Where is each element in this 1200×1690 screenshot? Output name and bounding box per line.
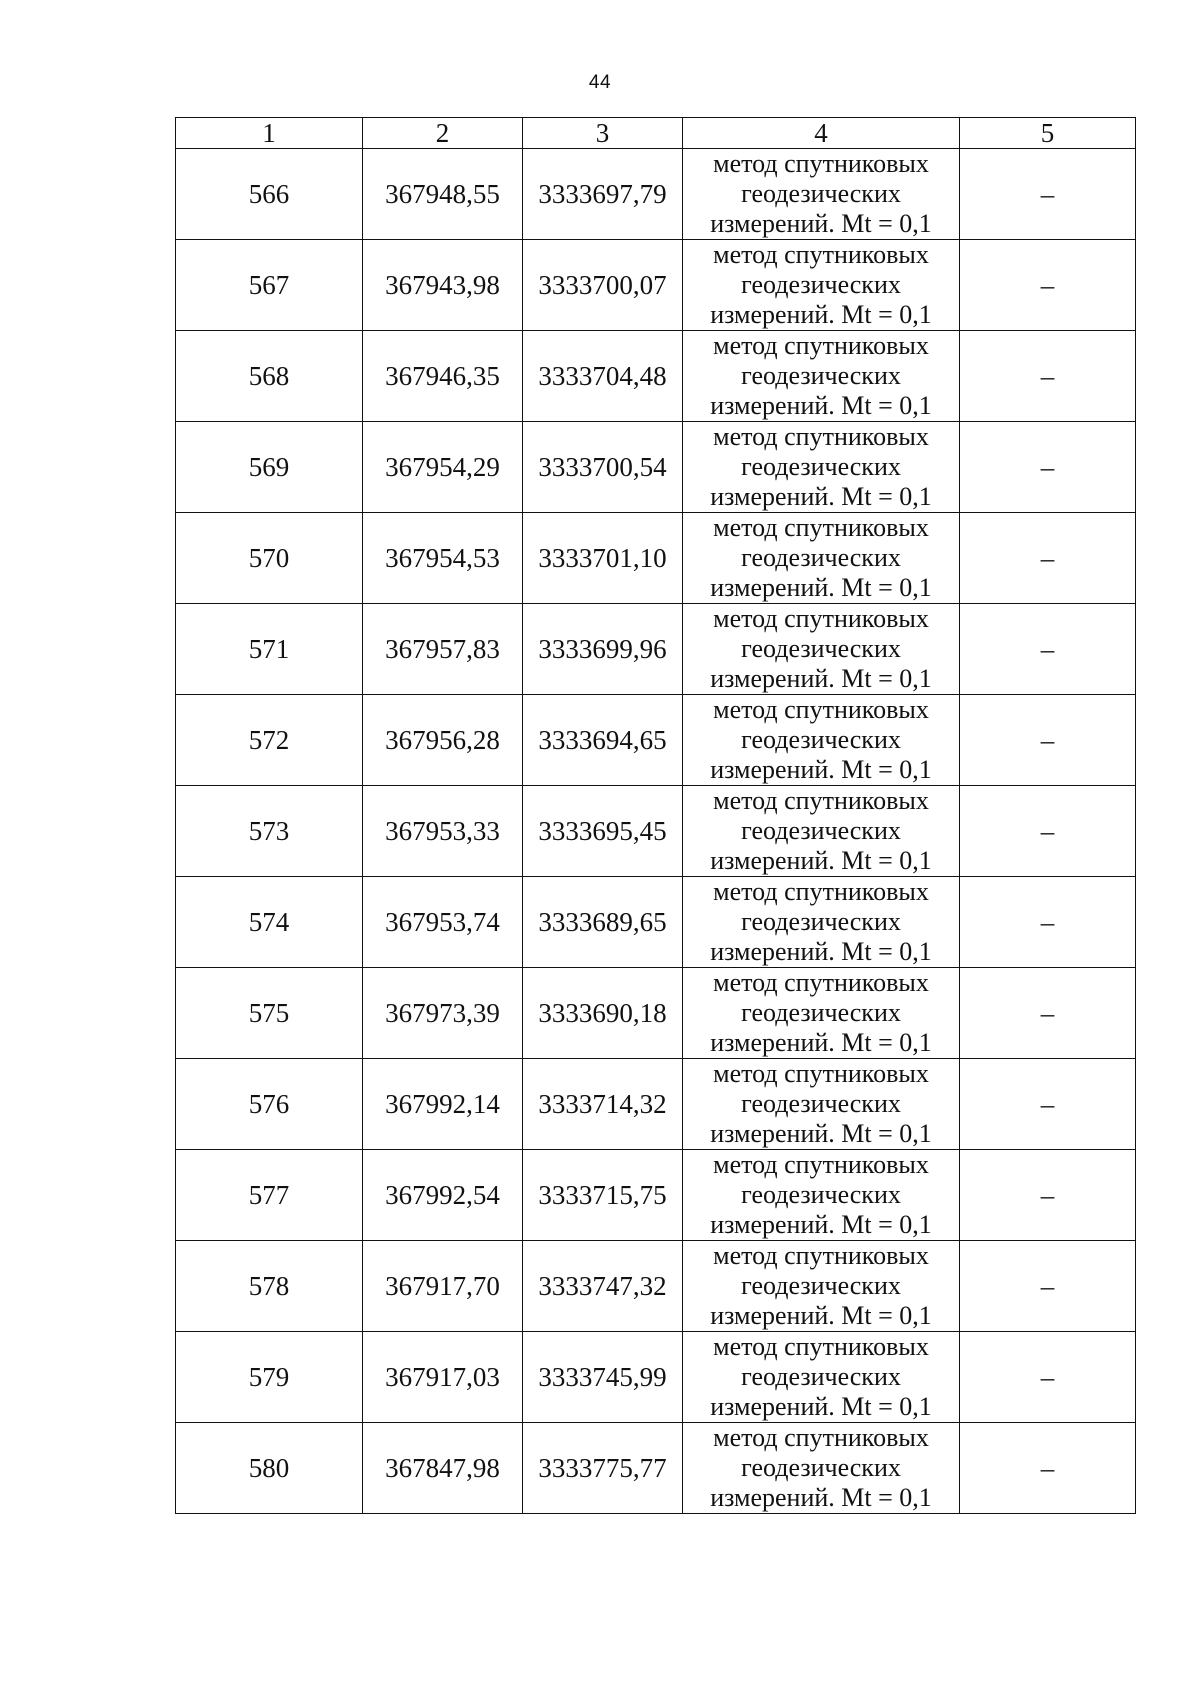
method-line: метод спутниковых (713, 149, 929, 178)
table-row (176, 1059, 1136, 1150)
cell-coordinate-y: 3333689,65 (523, 877, 683, 968)
table-row (176, 968, 1136, 1059)
cell-point-number: 578 (176, 1241, 363, 1332)
method-line: метод спутниковых (713, 604, 929, 633)
cell-coordinate-x: 367957,83 (363, 604, 523, 695)
cell-point-number: 573 (176, 786, 363, 877)
cell-method (683, 1423, 960, 1514)
table-row (176, 1150, 1136, 1241)
table-row (176, 1241, 1136, 1332)
cell-note: – (960, 695, 1136, 786)
method-line: геодезических (741, 998, 901, 1027)
method-line: измерений. Mt = 0,1 (710, 391, 932, 420)
cell-coordinate-y: 3333715,75 (523, 1150, 683, 1241)
method-line: измерений. Mt = 0,1 (710, 573, 932, 602)
method-line: геодезических (741, 1453, 901, 1482)
method-line: измерений. Mt = 0,1 (710, 755, 932, 784)
cell-point-number: 570 (176, 513, 363, 604)
cell-coordinate-x: 367953,74 (363, 877, 523, 968)
cell-note: – (960, 1423, 1136, 1514)
method-line: метод спутниковых (713, 1241, 929, 1270)
cell-coordinate-y: 3333704,48 (523, 331, 683, 422)
cell-coordinate-y: 3333690,18 (523, 968, 683, 1059)
cell-point-number: 568 (176, 331, 363, 422)
cell-coordinate-y: 3333699,96 (523, 604, 683, 695)
method-line: метод спутниковых (713, 877, 929, 906)
method-line: геодезических (741, 270, 901, 299)
method-line: измерений. Mt = 0,1 (710, 1028, 932, 1057)
table-row (176, 240, 1136, 331)
method-line: геодезических (741, 725, 901, 754)
header-col-5: 5 (960, 118, 1136, 149)
table-row (176, 331, 1136, 422)
method-line: геодезических (741, 1089, 901, 1118)
method-line: измерений. Mt = 0,1 (710, 1483, 932, 1512)
cell-point-number: 575 (176, 968, 363, 1059)
cell-coordinate-x: 367992,14 (363, 1059, 523, 1150)
table-row (176, 877, 1136, 968)
method-line: геодезических (741, 907, 901, 936)
method-line: измерений. Mt = 0,1 (710, 1392, 932, 1421)
cell-coordinate-x: 367917,70 (363, 1241, 523, 1332)
table-row (176, 422, 1136, 513)
method-line: геодезических (741, 1362, 901, 1391)
method-line: метод спутниковых (713, 1059, 929, 1088)
cell-note: – (960, 422, 1136, 513)
cell-coordinate-y: 3333775,77 (523, 1423, 683, 1514)
header-row (176, 118, 1136, 149)
cell-point-number: 576 (176, 1059, 363, 1150)
cell-coordinate-x: 367948,55 (363, 149, 523, 240)
cell-note: – (960, 1332, 1136, 1423)
cell-coordinate-x: 367954,29 (363, 422, 523, 513)
cell-method (683, 786, 960, 877)
method-line: метод спутниковых (713, 695, 929, 724)
method-line: метод спутниковых (713, 968, 929, 997)
table-row (176, 604, 1136, 695)
cell-note: – (960, 968, 1136, 1059)
cell-coordinate-x: 367943,98 (363, 240, 523, 331)
page-number: 44 (588, 72, 612, 93)
cell-coordinate-x: 367992,54 (363, 1150, 523, 1241)
method-line: метод спутниковых (713, 422, 929, 451)
cell-method (683, 877, 960, 968)
method-line: метод спутниковых (713, 331, 929, 360)
cell-note: – (960, 331, 1136, 422)
method-line: метод спутниковых (713, 513, 929, 542)
method-line: метод спутниковых (713, 240, 929, 269)
header-col-3: 3 (523, 118, 683, 149)
method-line: метод спутниковых (713, 1332, 929, 1361)
cell-method (683, 695, 960, 786)
method-line: геодезических (741, 361, 901, 390)
cell-coordinate-y: 3333701,10 (523, 513, 683, 604)
method-line: метод спутниковых (713, 1423, 929, 1452)
cell-method (683, 513, 960, 604)
cell-note: – (960, 786, 1136, 877)
cell-coordinate-x: 367847,98 (363, 1423, 523, 1514)
method-line: измерений. Mt = 0,1 (710, 482, 932, 511)
table-row (176, 1423, 1136, 1514)
table-row (176, 786, 1136, 877)
cell-method (683, 1241, 960, 1332)
cell-coordinate-x: 367946,35 (363, 331, 523, 422)
cell-coordinate-x: 367917,03 (363, 1332, 523, 1423)
cell-point-number: 574 (176, 877, 363, 968)
cell-coordinate-y: 3333697,79 (523, 149, 683, 240)
header-col-2: 2 (363, 118, 523, 149)
table-row (176, 1332, 1136, 1423)
table-row (176, 513, 1136, 604)
cell-point-number: 569 (176, 422, 363, 513)
cell-point-number: 571 (176, 604, 363, 695)
table-row (176, 695, 1136, 786)
method-line: измерений. Mt = 0,1 (710, 300, 932, 329)
method-line: геодезических (741, 1271, 901, 1300)
cell-coordinate-y: 3333745,99 (523, 1332, 683, 1423)
cell-point-number: 572 (176, 695, 363, 786)
cell-coordinate-y: 3333700,54 (523, 422, 683, 513)
method-line: измерений. Mt = 0,1 (710, 664, 932, 693)
cell-method (683, 240, 960, 331)
method-line: геодезических (741, 816, 901, 845)
cell-method (683, 422, 960, 513)
method-line: метод спутниковых (713, 786, 929, 815)
cell-point-number: 579 (176, 1332, 363, 1423)
cell-method (683, 1059, 960, 1150)
method-line: измерений. Mt = 0,1 (710, 937, 932, 966)
table-header (176, 118, 1136, 149)
cell-coordinate-y: 3333694,65 (523, 695, 683, 786)
cell-coordinate-x: 367953,33 (363, 786, 523, 877)
method-line: геодезических (741, 179, 901, 208)
method-line: метод спутниковых (713, 1150, 929, 1179)
cell-coordinate-x: 367956,28 (363, 695, 523, 786)
table-row (176, 149, 1136, 240)
header-col-1: 1 (176, 118, 363, 149)
coordinates-table (175, 117, 1136, 1514)
method-line: измерений. Mt = 0,1 (710, 209, 932, 238)
cell-method (683, 149, 960, 240)
method-line: геодезических (741, 1180, 901, 1209)
cell-note: – (960, 149, 1136, 240)
cell-point-number: 580 (176, 1423, 363, 1514)
cell-note: – (960, 1059, 1136, 1150)
cell-method (683, 1150, 960, 1241)
cell-note: – (960, 513, 1136, 604)
cell-coordinate-y: 3333714,32 (523, 1059, 683, 1150)
cell-note: – (960, 604, 1136, 695)
cell-method (683, 331, 960, 422)
cell-note: – (960, 1150, 1136, 1241)
cell-method (683, 968, 960, 1059)
cell-coordinate-x: 367973,39 (363, 968, 523, 1059)
method-line: измерений. Mt = 0,1 (710, 1119, 932, 1148)
header-col-4: 4 (683, 118, 960, 149)
cell-coordinate-x: 367954,53 (363, 513, 523, 604)
method-line: измерений. Mt = 0,1 (710, 1210, 932, 1239)
cell-method (683, 604, 960, 695)
cell-note: – (960, 240, 1136, 331)
method-line: геодезических (741, 452, 901, 481)
method-line: геодезических (741, 634, 901, 663)
cell-point-number: 567 (176, 240, 363, 331)
cell-coordinate-y: 3333747,32 (523, 1241, 683, 1332)
method-line: измерений. Mt = 0,1 (710, 846, 932, 875)
cell-coordinate-y: 3333700,07 (523, 240, 683, 331)
cell-note: – (960, 877, 1136, 968)
cell-note: – (960, 1241, 1136, 1332)
cell-point-number: 577 (176, 1150, 363, 1241)
method-line: геодезических (741, 543, 901, 572)
cell-method (683, 1332, 960, 1423)
table-body (176, 149, 1136, 1514)
method-line: измерений. Mt = 0,1 (710, 1301, 932, 1330)
cell-coordinate-y: 3333695,45 (523, 786, 683, 877)
cell-point-number: 566 (176, 149, 363, 240)
